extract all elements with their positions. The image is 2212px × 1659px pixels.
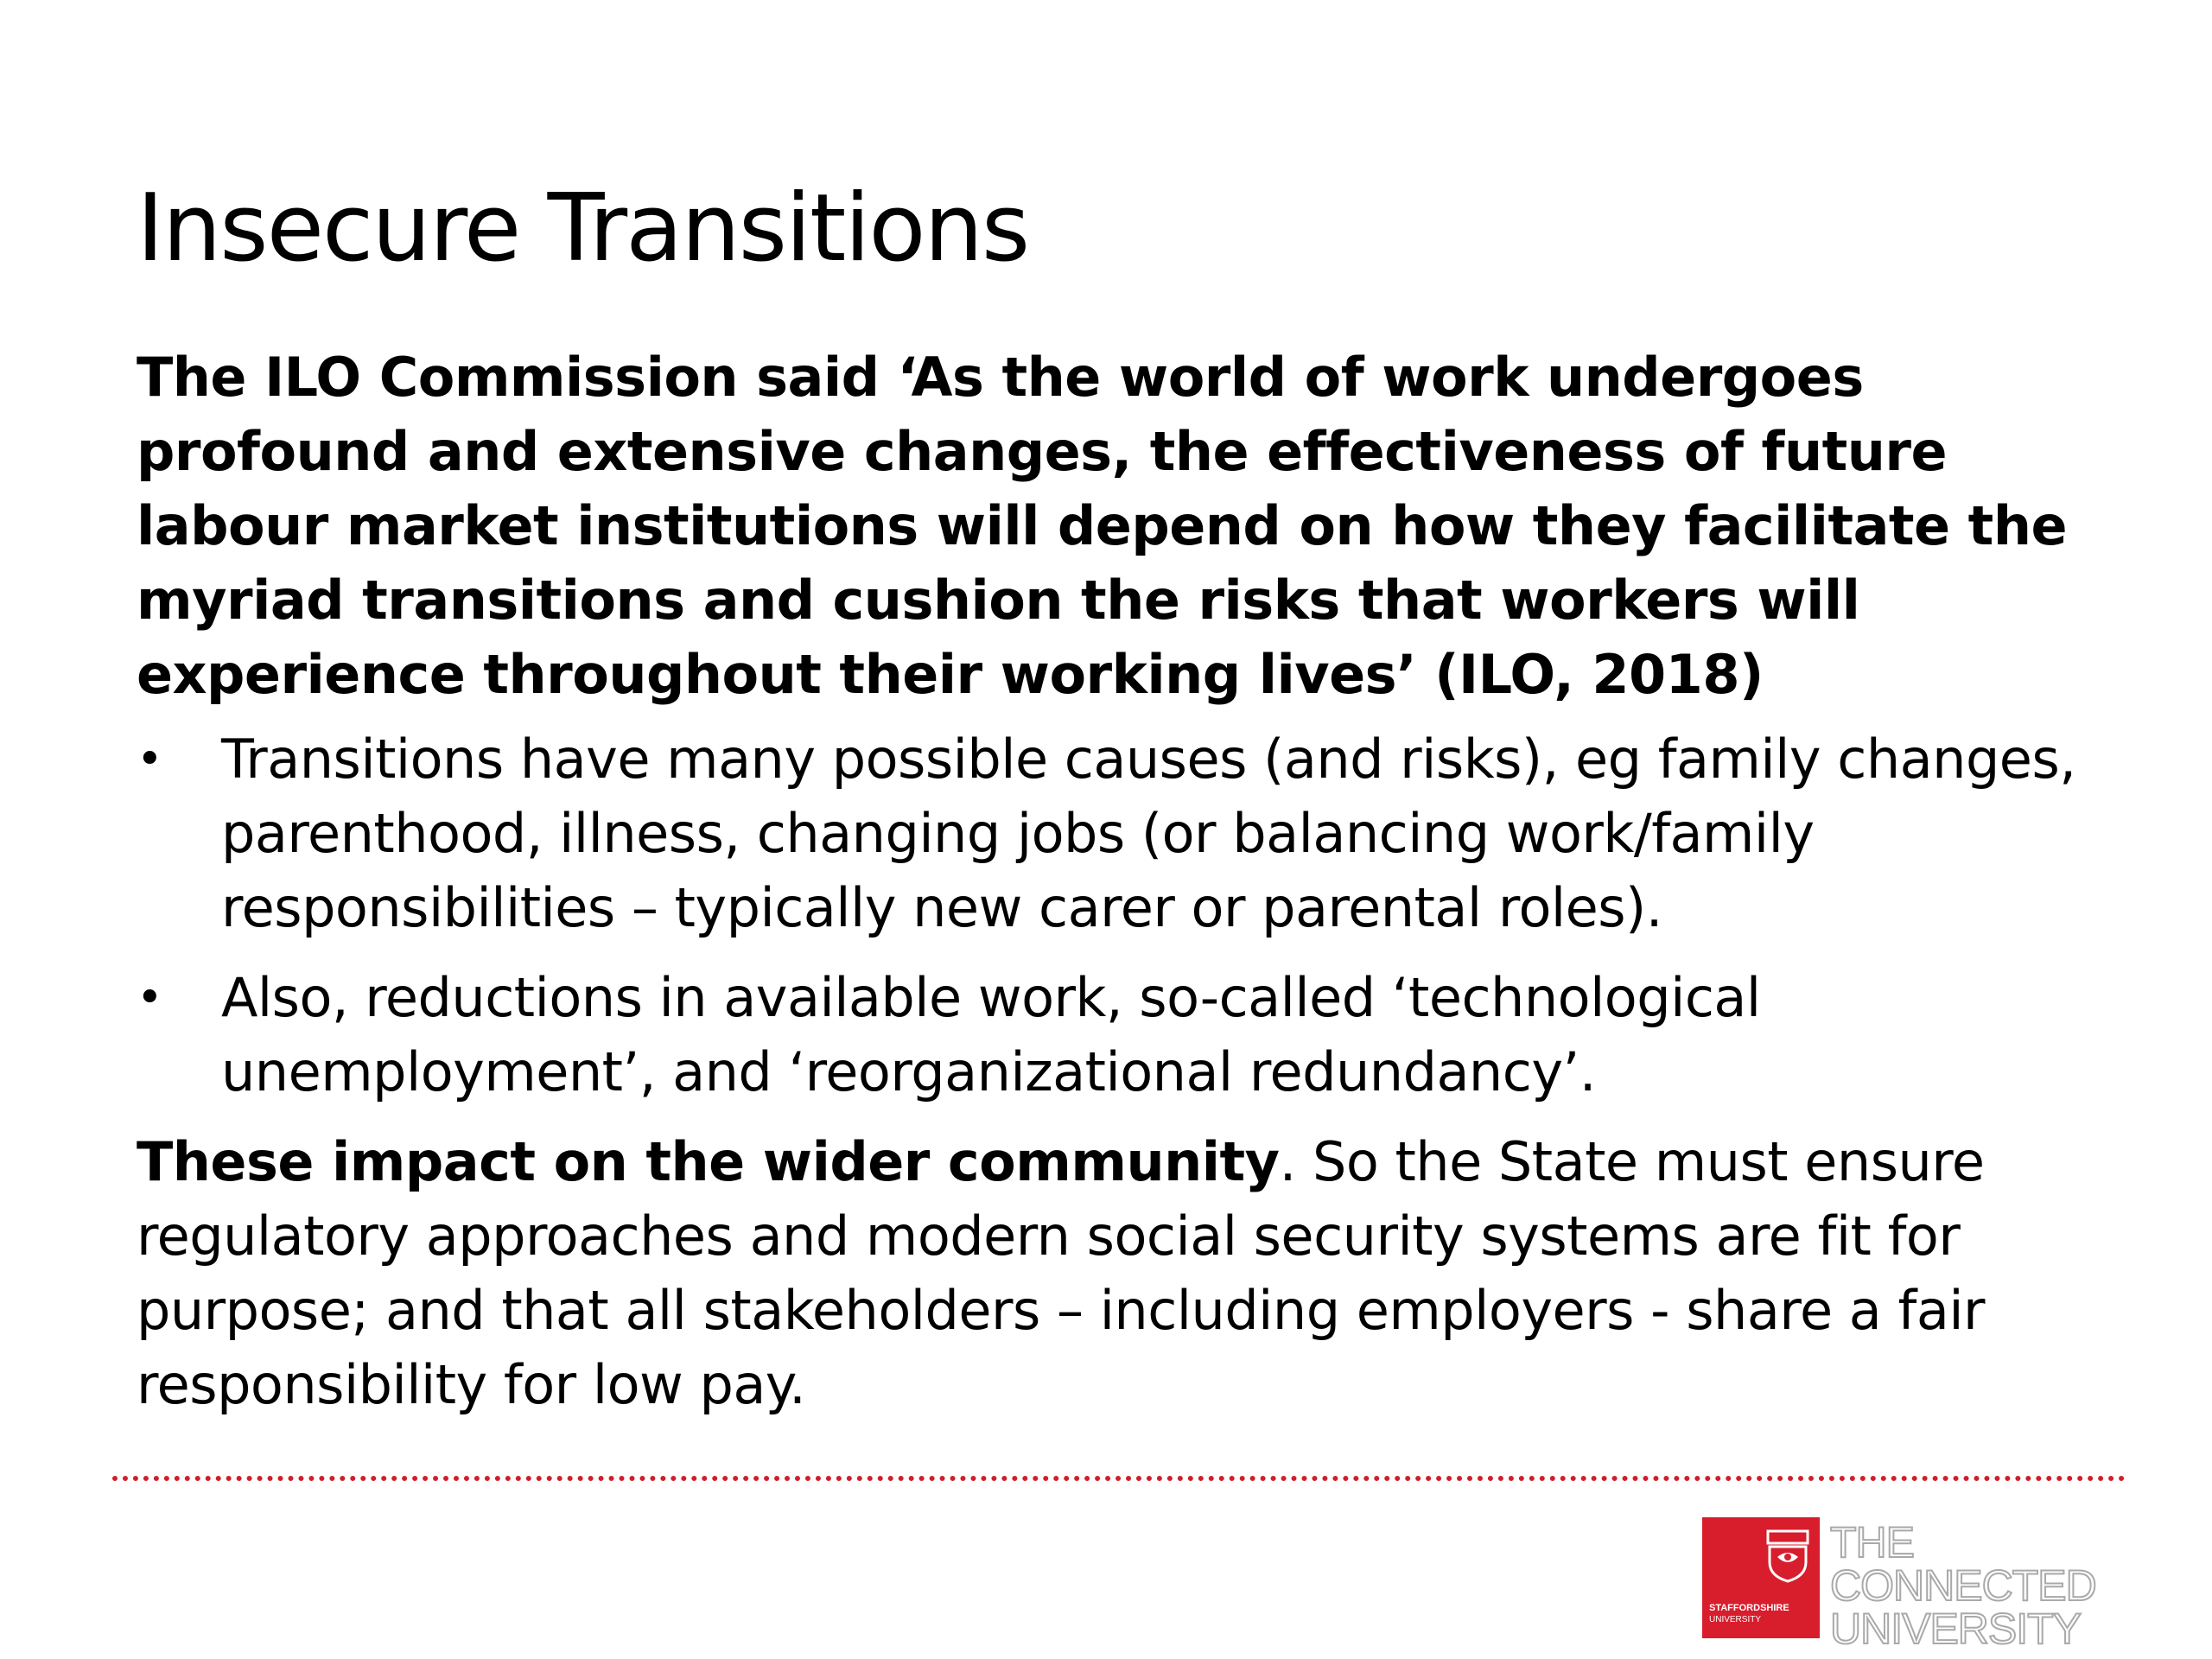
slide-body bbox=[137, 340, 2115, 1422]
slide-title: Insecure Transitions bbox=[137, 175, 1029, 283]
bullet-item-transitions bbox=[137, 722, 2115, 945]
bullet-list bbox=[137, 722, 2115, 1109]
bullet-text: Also, reductions in available work, so-called ‘technological unemployment’, and ‘reorganizational redundancy’. bbox=[221, 966, 1761, 1103]
bullet-icon: • bbox=[137, 972, 163, 1024]
bullet-item-reductions bbox=[137, 961, 2115, 1109]
tagline-line-3: UNIVERSITY bbox=[1830, 1605, 2082, 1653]
closing-lead: These impact on the wider community bbox=[137, 1130, 1280, 1193]
bullet-text: Transitions have many possible causes (and risks), eg family changes, parenthood, illness, changing jobs (or balancing work/family responsibilities – typically new carer or parental roles). bbox=[221, 728, 2076, 939]
ilo-quote: The ILO Commission said ‘As the world of work undergoes profound and extensive changes, the effectiveness of future labour market institutions will depend on how they facilitate the myriad transitions and cushion the risks that workers will experience throughout their working lives’ (ILO, 2018) bbox=[137, 346, 2068, 706]
staffordshire-university-logo bbox=[1702, 1517, 1820, 1638]
logo-line-2: UNIVERSITY bbox=[1709, 1615, 1762, 1624]
bullet-icon: • bbox=[137, 734, 163, 785]
closing-paragraph bbox=[137, 1125, 2115, 1422]
logo-wordmark bbox=[1709, 1602, 1789, 1626]
crest-icon bbox=[1764, 1528, 1811, 1583]
footer-divider bbox=[112, 1476, 2126, 1481]
tagline-line-1: THE bbox=[1830, 1518, 1914, 1567]
closing-rest: . So the State must ensure regulatory approaches and modern social security systems are fit for purpose; and that all stakeholders – including employers - share a fair responsibility for low pay. bbox=[137, 1130, 1986, 1416]
connected-university-tagline bbox=[1830, 1518, 2096, 1653]
tagline-line-2: CONNECTED bbox=[1830, 1561, 2096, 1610]
logo-line-1: STAFFORDSHIRE bbox=[1709, 1603, 1789, 1613]
